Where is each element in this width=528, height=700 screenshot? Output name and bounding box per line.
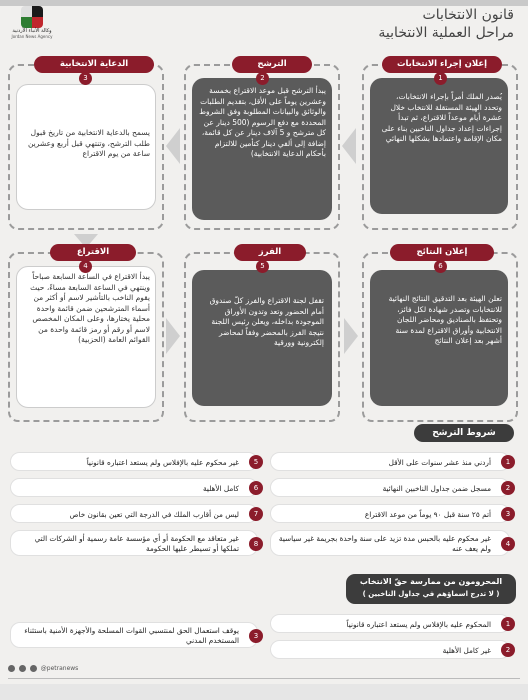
step-4-tag: الاقتراع bbox=[50, 244, 136, 261]
step-4-number: 4 bbox=[79, 260, 92, 273]
arrow-2-to-3 bbox=[166, 128, 180, 164]
condition-1-number: 1 bbox=[501, 455, 515, 469]
condition-8 bbox=[10, 530, 258, 556]
footer-social bbox=[8, 665, 78, 672]
deprived-2 bbox=[270, 640, 510, 659]
condition-2 bbox=[270, 478, 510, 497]
condition-5-text: غير محكوم عليه بالإفلاس ولم يستعد اعتباره قانونياً bbox=[86, 458, 239, 467]
step-2-text: يبدأ الترشح قبل موعد الاقتراع بخمسة وعشرين يوماً على الأقل، بتقديم الطلبات والوثائق والبيانات المطلوبة وفق الشروط المحددة مع دفع الرسوم (500 دينار عن كل مترشح و 5 آلاف دينار عن كل قائمة، إضافة إلى ألفي دينار كتأمين للالتزام بأحكام الدعاية الانتخابية) bbox=[199, 86, 326, 158]
logo-text-ar: وكالة الأنباء الأردنية bbox=[12, 28, 52, 34]
page-title bbox=[378, 6, 514, 42]
step-6-text: تعلن الهيئة بعد التدقيق النتائج النهائية للانتخابات وتصدر شهادة لكل فائز، وتحتفظ بالصناديق ومحاضر اللجان الانتخابية وأوراق الاقتراع لمدة سنة أشهر بعد إعلان النتائج bbox=[388, 294, 502, 345]
step-3-text: يسمح بالدعاية الانتخابية من تاريخ قبول طلب الترشح، وتنتهي قبل أربع وعشرين ساعة من يوم الاقتراع bbox=[27, 128, 150, 158]
condition-2-text: مسجل ضمن جداول الناخبين النهائية bbox=[382, 484, 491, 493]
step-3-number: 3 bbox=[79, 72, 92, 85]
arrow-5-to-6 bbox=[344, 318, 358, 354]
conditions-tag: شروط الترشح bbox=[414, 424, 514, 442]
logo-text-en: Jordan News Agency bbox=[11, 34, 53, 39]
deprived-3-text: يوقف استعمال الحق لمنتسبي القوات المسلحة والأجهزة الأمنية باستثناء المستخدم المدني bbox=[24, 626, 239, 645]
footer-divider bbox=[8, 678, 520, 679]
condition-5 bbox=[10, 452, 258, 471]
step-2-number: 2 bbox=[256, 72, 269, 85]
step-3-tag: الدعاية الانتخابية bbox=[34, 56, 154, 73]
deprived-3 bbox=[10, 622, 258, 648]
instagram-icon bbox=[30, 665, 37, 672]
condition-8-text: غير متعاقد مع الحكومة أو أي مؤسسة عامة رسمية أو الشركات التي تملكها أو تسيطر عليها الحكومة bbox=[34, 534, 239, 553]
condition-4 bbox=[270, 530, 510, 556]
deprived-tag-line2: ( لا تدرج اسماؤهم في جداول الناخبين ) bbox=[362, 590, 500, 598]
arrow-1-to-2 bbox=[342, 128, 356, 164]
deprived-tag-line1: المحرومون من ممارسة حقّ الانتخاب bbox=[359, 577, 503, 586]
bottom-band bbox=[0, 684, 528, 700]
step-5-number: 5 bbox=[256, 260, 269, 273]
deprived-1-number: 1 bbox=[501, 617, 515, 631]
step-6-number: 6 bbox=[434, 260, 447, 273]
condition-8-number: 8 bbox=[249, 537, 263, 551]
step-1-text: يُصدر الملك أمراً بإجراء الانتخابات، وتحدد الهيئة المستقلة للانتخاب خلال عشرة أيام موعداً للاقتراع، ثم تبدأ إجراءات إعداد جداول الناخبين بناء على مكان الإقامة واعتمادها بشكلها النهائي bbox=[381, 92, 502, 143]
condition-7-number: 7 bbox=[249, 507, 263, 521]
condition-7-text: ليس من أقارب الملك في الدرجة التي تعين بقانون خاص bbox=[69, 510, 239, 519]
step-5-text: تقفل لجنة الاقتراع والفرز كلّ صندوق أمام الحضور وتعد وتدون الأوراق الموجودة بداخله، ويعلن رئيس اللجنة نتيجة الفرز بالمحضر وفقاً لمحاضر إلكترونية وورقية bbox=[209, 296, 324, 347]
step-6-tag: إعلان النتائج bbox=[390, 244, 494, 261]
condition-4-text: غير محكوم عليه بالحبس مدة تزيد على سنة واحدة بجريمة غير سياسية ولم يعف عنه bbox=[278, 534, 491, 553]
step-4-text: يبدأ الاقتراع في الساعة السابعة صباحاً وينتهي في الساعة السابعة مساءً، حيث يقوم الناخب بالتأشير لاسم أو أكثر من أسماء المترشحين ضمن قائمة واحدة محلية يختارها، وعلى المكان المخصص لاسم أو رقم أو رمز قائمة واحدة من القوائم العامة (الحزبية) bbox=[30, 272, 150, 344]
title-line2: مراحل العملية الانتخابية bbox=[378, 25, 514, 41]
deprived-1-text: المحكوم عليه بالإفلاس ولم يستعد اعتباره قانونياً bbox=[346, 620, 491, 629]
condition-6-text: كامل الأهلية bbox=[202, 484, 239, 493]
condition-4-number: 4 bbox=[501, 537, 515, 551]
condition-3-number: 3 bbox=[501, 507, 515, 521]
deprived-2-number: 2 bbox=[501, 643, 515, 657]
condition-2-number: 2 bbox=[501, 481, 515, 495]
twitter-icon bbox=[19, 665, 26, 672]
deprived-1 bbox=[270, 614, 510, 633]
title-line1: قانون الانتخابات bbox=[422, 7, 514, 23]
condition-6-number: 6 bbox=[249, 481, 263, 495]
condition-5-number: 5 bbox=[249, 455, 263, 469]
deprived-2-text: غير كامل الأهلية bbox=[442, 646, 491, 655]
condition-1-text: أردني منذ عشر سنوات على الأقل bbox=[388, 458, 491, 467]
step-2-tag: الترشح bbox=[232, 56, 312, 73]
arrow-4-to-5 bbox=[166, 318, 180, 354]
step-5-tag: الفرز bbox=[234, 244, 306, 261]
deprived-3-number: 3 bbox=[249, 629, 263, 643]
step-1-number: 1 bbox=[434, 72, 447, 85]
facebook-icon bbox=[8, 665, 15, 672]
social-handle: @petranews bbox=[40, 665, 79, 672]
condition-3-text: أتم ٢٥ سنة قبل ٩٠ يوماً من موعد الاقتراع bbox=[364, 510, 491, 519]
agency-logo bbox=[8, 6, 56, 50]
petra-logo-icon bbox=[21, 6, 43, 28]
condition-7 bbox=[10, 504, 258, 523]
condition-3 bbox=[270, 504, 510, 523]
step-1-tag: إعلان إجراء الانتخابات bbox=[382, 56, 502, 73]
condition-1 bbox=[270, 452, 510, 471]
condition-6 bbox=[10, 478, 258, 497]
deprived-tag bbox=[346, 574, 516, 604]
